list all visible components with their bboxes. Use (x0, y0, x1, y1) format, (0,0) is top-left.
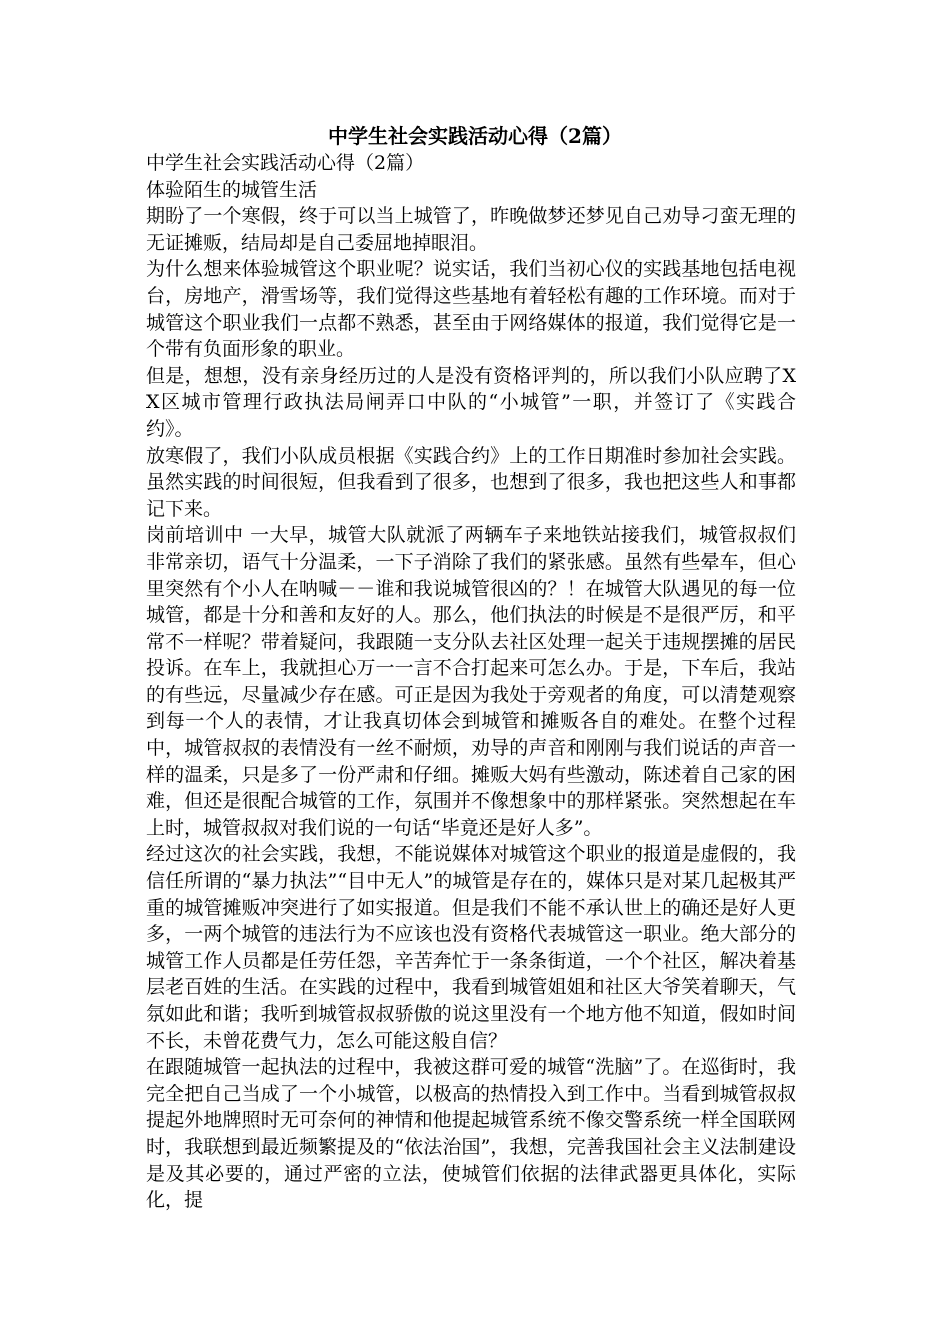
paragraph: 为什么想来体验城管这个职业呢？说实话，我们当初心仪的实践基地包括电视台，房地产，滑雪场等，我们觉得这些基地有着轻松有趣的工作环境。而对于城管这个职业我们一点都不熟悉，甚至由于网络媒体的报道，我们觉得它是一个带有负面形象的职业。 (146, 258, 796, 361)
paragraph-heading-repeat: 中学生社会实践活动心得（2篇） (146, 152, 425, 174)
paragraph: 但是，想想，没有亲身经历过的人是没有资格评判的，所以我们小队应聘了XX区城市管理行政执法局闸弄口中队的“小城管”一职，并签订了《实践合约》。 (146, 364, 796, 440)
paragraph: 在跟随城管一起执法的过程中，我被这群可爱的城管“洗脑”了。在巡街时，我完全把自己当成了一个小城管，以极高的热情投入到工作中。当看到城管叔叔提起外地牌照时无可奈何的神情和他提起城管系统不像交警系统一样全国联网时，我联想到最近频繁提及的“依法治国”，我想，完善我国社会主义法制建设是及其必要的，通过严密的立法，使城管们依据的法律武器更具体化，实际化，提 (146, 1056, 796, 1212)
document-body (146, 150, 796, 1214)
paragraph-subtitle: 体验陌生的城管生活 (146, 178, 318, 201)
document-title: 中学生社会实践活动心得（2篇） (328, 124, 622, 148)
paragraph: 放寒假了，我们小队成员根据《实践合约》上的工作日期准时参加社会实践。虽然实践的时间很短，但我看到了很多，也想到了很多，我也把这些人和事都记下来。 (146, 444, 796, 520)
paragraph: 经过这次的社会实践，我想，不能说媒体对城管这个职业的报道是虚假的，我信任所谓的“暴力执法”“目中无人”的城管是存在的，媒体只是对某几起极其严重的城管摊贩冲突进行了如实报道。但是我们不能不承认世上的确还是好人更多，一两个城管的违法行为不应该也没有资格代表城管这一职业。绝大部分的城管工作人员都是任劳任怨，辛苦奔忙于一条条街道，一个个社区，解决着基层老百姓的生活。在实践的过程中，我看到城管姐姐和社区大爷笑着聊天，气氛如此和谐；我听到城管叔叔骄傲的说这里没有一个地方他不知道，假如时间不长，未曾花费气力，怎么可能这般自信？ (146, 843, 796, 1052)
paragraph: 期盼了一个寒假，终于可以当上城管了，昨晚做梦还梦见自己劝导刁蛮无理的无证摊贩，结局却是自己委屈地掉眼泪。 (146, 205, 796, 254)
paragraph: 岗前培训中 一大早，城管大队就派了两辆车子来地铁站接我们，城管叔叔们非常亲切，语气十分温柔，一下子消除了我们的紧张感。虽然有些晕车，但心里突然有个小人在呐喊－－谁和我说城管很凶的？！在城管大队遇见的每一位城管，都是十分和善和友好的人。那么，他们执法的时候是不是很严厉，和平常不一样呢？带着疑问，我跟随一支分队去社区处理一起关于违规摆摊的居民投诉。在车上，我就担心万一一言不合打起来可怎么办。于是，下车后，我站的有些远，尽量减少存在感。可正是因为我处于旁观者的角度，可以清楚观察到每一个人的表情，才让我真切体会到城管和摊贩各自的难处。在整个过程中，城管叔叔的表情没有一丝不耐烦，劝导的声音和刚刚与我们说话的声音一样的温柔，只是多了一份严肃和仔细。摊贩大妈有些激动，陈述着自己家的困难，但还是很配合城管的工作，氛围并不像想象中的那样紧张。突然想起在车上时，城管叔叔对我们说的一句话“毕竟还是好人多”。 (146, 524, 796, 839)
